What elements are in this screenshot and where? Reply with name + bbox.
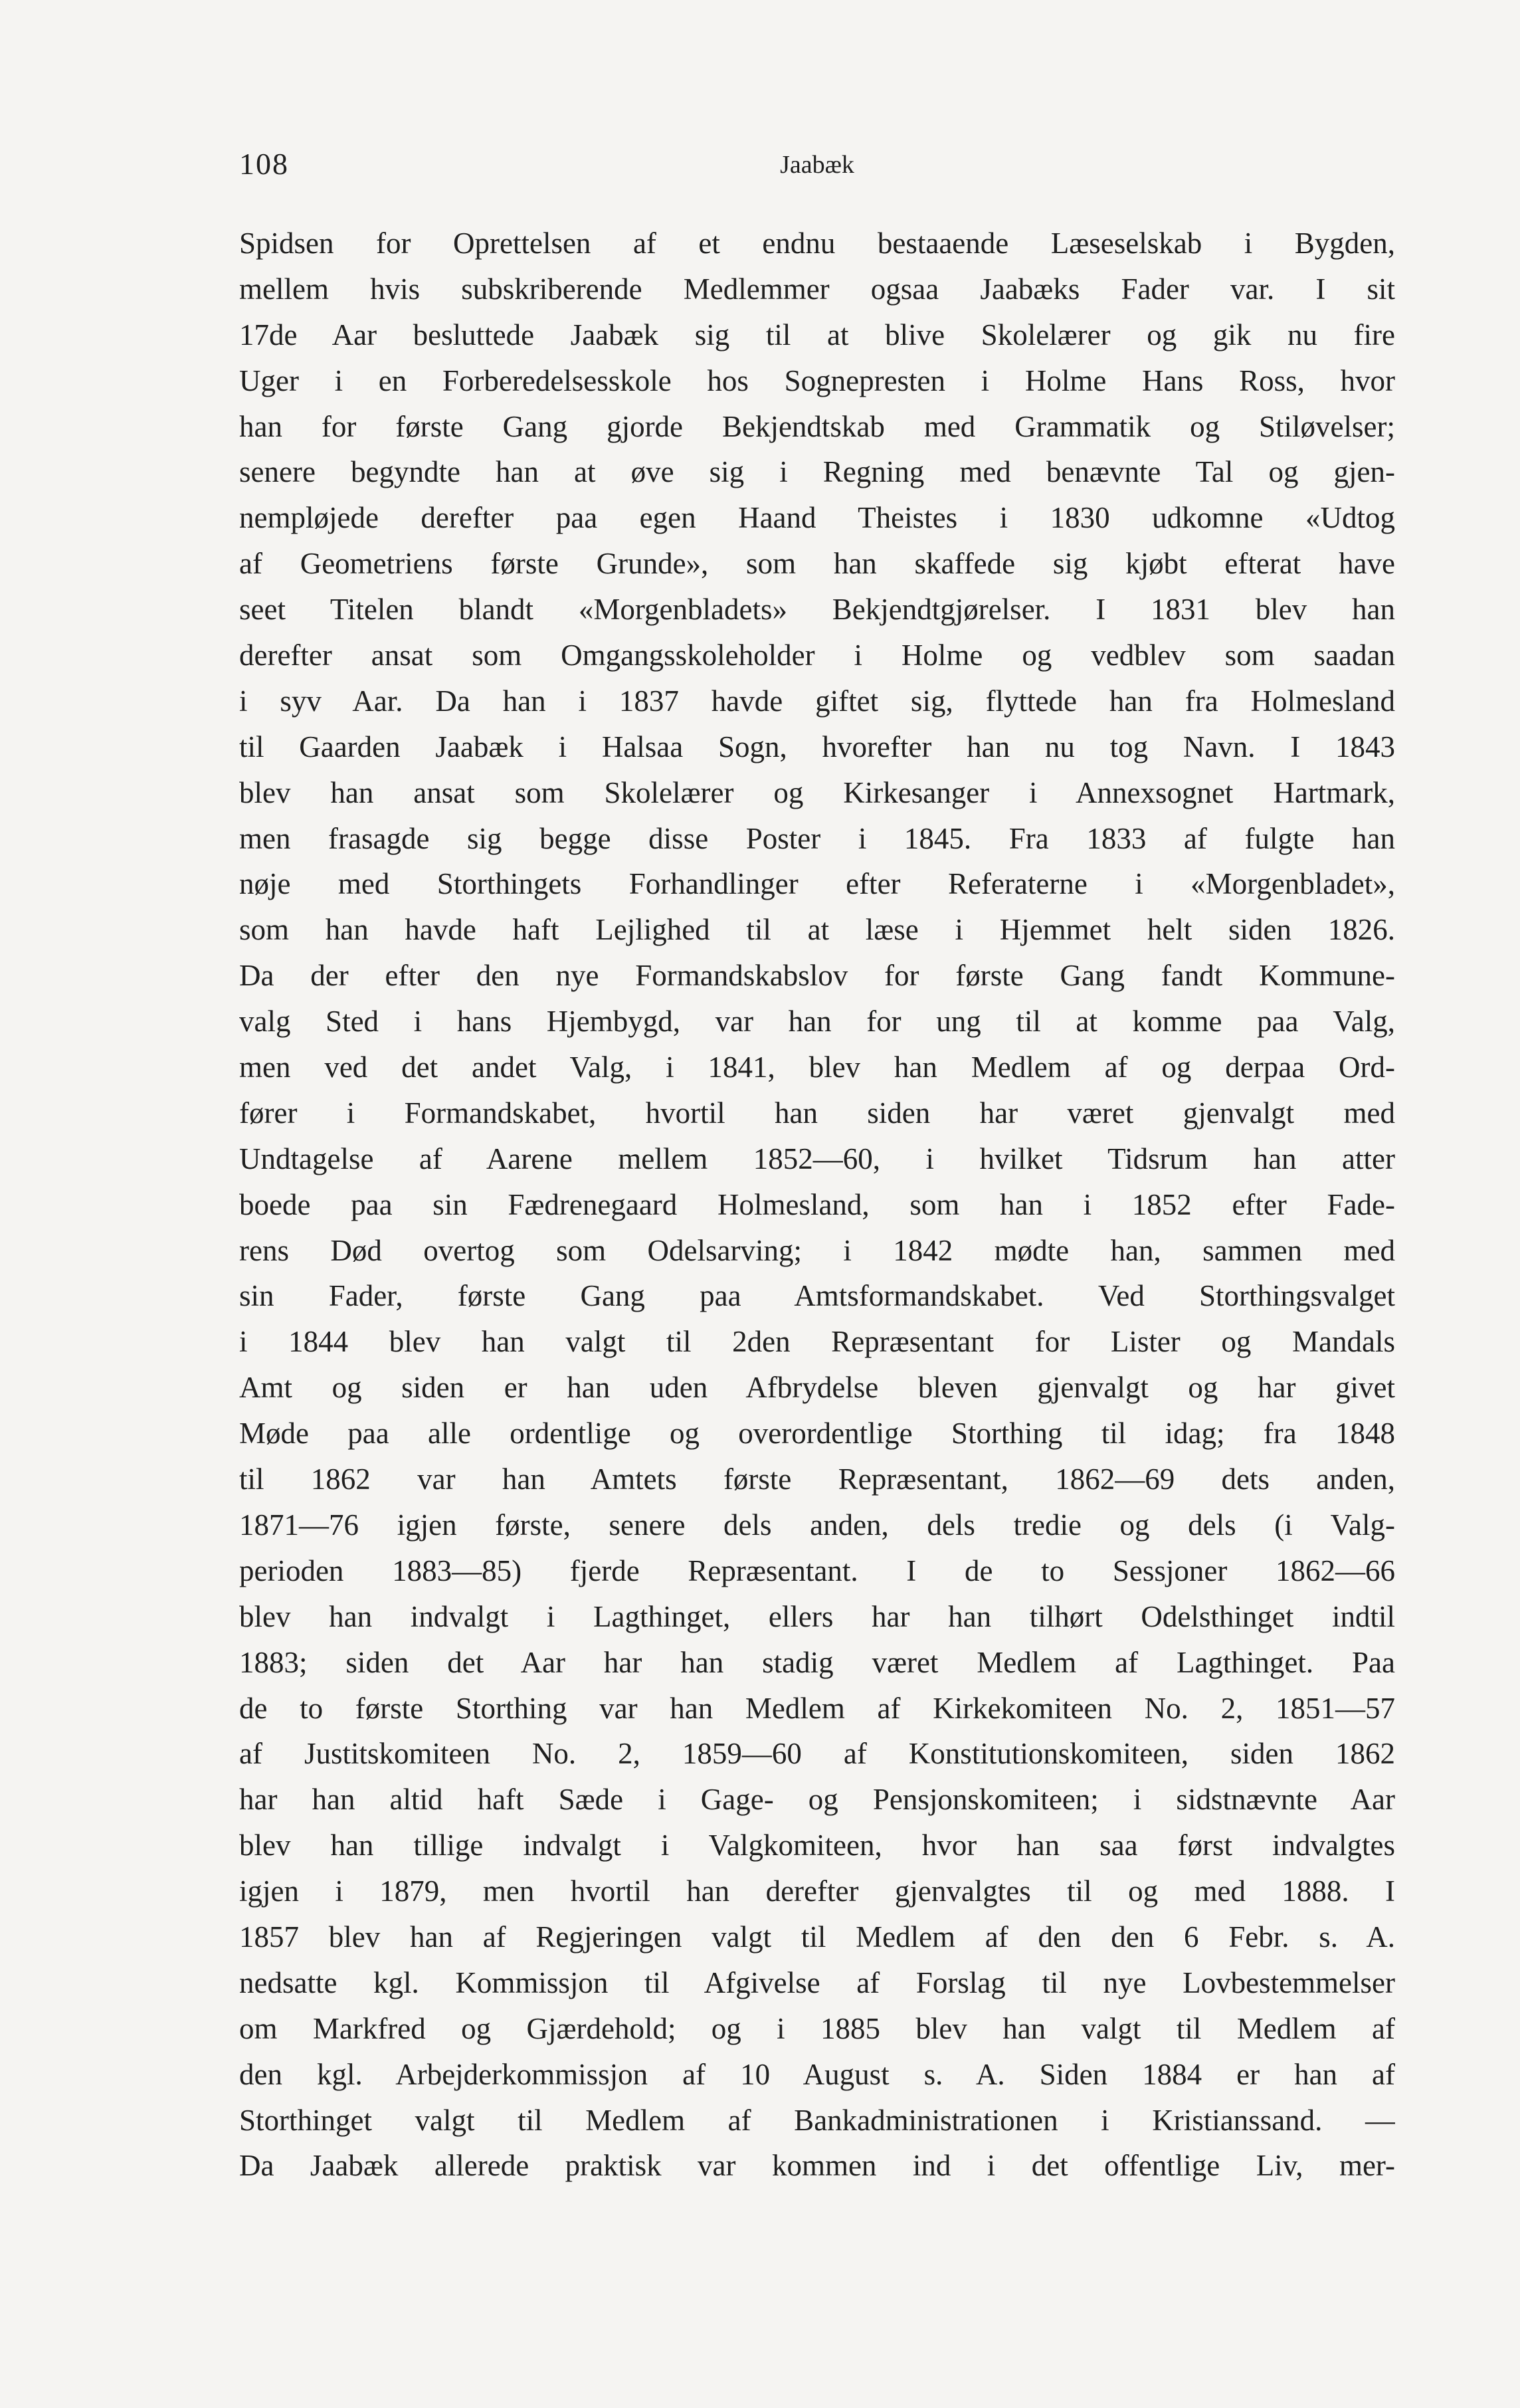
text-line: perioden 1883—85) fjerde Repræsentant. I de to Sessjoner 1862—66: [239, 1554, 1395, 1587]
text-line: om Markfred og Gjærdehold; og i 1885 blev han valgt til Medlem af: [239, 2011, 1395, 2045]
text-line: Undtagelse af Aarene mellem 1852—60, i hvilket Tidsrum han atter: [239, 1142, 1395, 1175]
text-line: af Geometriens første Grunde», som han skaffede sig kjøbt efterat have: [239, 547, 1395, 581]
text-line: nedsatte kgl. Kommissjon til Afgivelse af Forslag til nye Lovbestemmelser: [239, 1965, 1395, 1999]
text-line: 1857 blev han af Regjeringen valgt til Medlem af den den 6 Febr. s. A.: [239, 1920, 1395, 1954]
text-line: rens Død overtog som Odelsarving; i 1842 mødte han, sammen med: [239, 1233, 1395, 1267]
text-line: sin Fader, første Gang paa Amtsformandskabet. Ved Storthingsvalget: [239, 1279, 1395, 1313]
text-line: af Justitskomiteen No. 2, 1859—60 af Konstitutionskomiteen, siden 1862: [239, 1737, 1395, 1771]
text-line: Da Jaabæk allerede praktisk var kommen ind i det offentlige Liv, mer-: [239, 2149, 1395, 2183]
text-line: Spidsen for Oprettelsen af et endnu bestaaende Læseselskab i Bygden,: [239, 227, 1395, 260]
text-line: blev han indvalgt i Lagthinget, ellers har han tilhørt Odelsthinget indtil: [239, 1599, 1395, 1633]
text-line: derefter ansat som Omgangsskoleholder i Holme og vedblev som saadan: [239, 639, 1395, 672]
text-line: boede paa sin Fædrenegaard Holmesland, som han i 1852 efter Fade-: [239, 1187, 1395, 1221]
text-line: fører i Formandskabet, hvortil han siden har været gjenvalgt med: [239, 1096, 1395, 1130]
running-title: Jaabæk: [780, 151, 854, 179]
text-line: til 1862 var han Amtets første Repræsentant, 1862—69 dets anden,: [239, 1462, 1395, 1496]
body-text: [239, 221, 1395, 2189]
text-line: Uger i en Forberedelsesskole hos Sognepresten i Holme Hans Ross, hvor: [239, 363, 1395, 397]
text-line: blev han ansat som Skolelærer og Kirkesanger i Annexsognet Hartmark,: [239, 775, 1395, 809]
text-line: blev han tillige indvalgt i Valgkomiteen, hvor han saa først indvalgtes: [239, 1829, 1395, 1862]
text-line: seet Titelen blandt «Morgenbladets» Bekjendtgjørelser. I 1831 blev han: [239, 593, 1395, 627]
text-line: men ved det andet Valg, i 1841, blev han Medlem af og derpaa Ord-: [239, 1051, 1395, 1084]
text-line: nempløjede derefter paa egen Haand Theistes i 1830 udkomne «Udtog: [239, 501, 1395, 535]
text-line: han for første Gang gjorde Bekjendtskab med Grammatik og Stiløvelser;: [239, 409, 1395, 443]
text-line: nøje med Storthingets Forhandlinger efter Referaterne i «Morgenbladet»,: [239, 867, 1395, 901]
text-line: til Gaarden Jaabæk i Halsaa Sogn, hvorefter han nu tog Navn. I 1843: [239, 730, 1395, 763]
text-line: Møde paa alle ordentlige og overordentlige Storthing til idag; fra 1848: [239, 1417, 1395, 1451]
page-header: [239, 146, 1395, 186]
text-line: Da der efter den nye Formandskabslov for første Gang fandt Kommune-: [239, 959, 1395, 993]
text-line: 17de Aar besluttede Jaabæk sig til at blive Skolelærer og gik nu fire: [239, 318, 1395, 351]
text-line: igjen i 1879, men hvortil han derefter gjenvalgtes til og med 1888. I: [239, 1874, 1395, 1908]
text-line: senere begyndte han at øve sig i Regning med benævnte Tal og gjen-: [239, 455, 1395, 489]
text-line: valg Sted i hans Hjembygd, var han for ung til at komme paa Valg,: [239, 1005, 1395, 1039]
text-line: de to første Storthing var han Medlem af Kirkekomiteen No. 2, 1851—57: [239, 1691, 1395, 1725]
text-line: 1871—76 igjen første, senere dels anden, dels tredie og dels (i Valg-: [239, 1508, 1395, 1542]
text-line: Storthinget valgt til Medlem af Bankadministrationen i Kristianssand. —: [239, 2103, 1395, 2137]
text-line: den kgl. Arbejderkommissjon af 10 August s. A. Siden 1884 er han af: [239, 2057, 1395, 2091]
page-number: 108: [239, 147, 289, 181]
text-line: i 1844 blev han valgt til 2den Repræsentant for Lister og Mandals: [239, 1325, 1395, 1359]
text-line: 1883; siden det Aar har han stadig været Medlem af Lagthinget. Paa: [239, 1645, 1395, 1679]
text-line: som han havde haft Lejlighed til at læse i Hjemmet helt siden 1826.: [239, 913, 1395, 947]
text-line: har han altid haft Sæde i Gage- og Pensjonskomiteen; i sidstnævnte Aar: [239, 1783, 1395, 1817]
text-line: men frasagde sig begge disse Poster i 1845. Fra 1833 af fulgte han: [239, 821, 1395, 855]
text-line: i syv Aar. Da han i 1837 havde giftet sig, flyttede han fra Holmesland: [239, 684, 1395, 718]
text-line: Amt og siden er han uden Afbrydelse bleven gjenvalgt og har givet: [239, 1371, 1395, 1405]
text-line: mellem hvis subskriberende Medlemmer ogsaa Jaabæks Fader var. I sit: [239, 272, 1395, 306]
